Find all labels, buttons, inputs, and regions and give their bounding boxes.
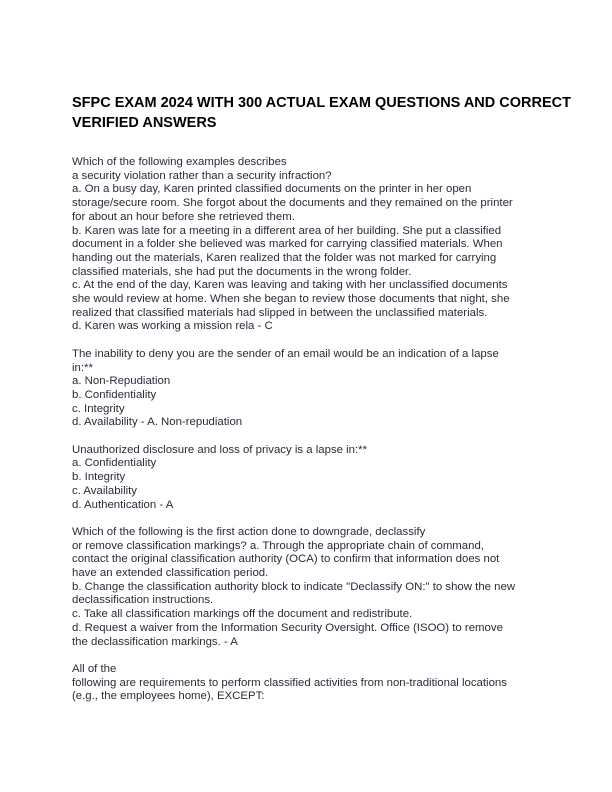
- question-4-line: b. Change the classification authority block to indicate "Declassify ON:" to show the new: [72, 580, 516, 593]
- question-block-4: [72, 526, 562, 649]
- question-2-answer: d. Availability - A. Non-repudiation: [72, 416, 243, 429]
- title-line-1: SFPC EXAM 2024 WITH 300 ACTUAL EXAM QUESTIONS AND CORRECT: [72, 95, 571, 111]
- document-body: [72, 156, 562, 704]
- question-1-line: handing out the materials, Karen realized that the folder was not marked for carrying: [72, 251, 497, 264]
- question-4-line: contact the original classification authority (OCA) to confirm that information does not: [72, 553, 500, 566]
- question-block-5: [72, 663, 562, 704]
- question-1-answer: d. Karen was working a mission rela - C: [72, 320, 273, 333]
- question-2-line: b. Confidentiality: [72, 388, 157, 401]
- question-1-line: b. Karen was late for a meeting in a different area of her building. She put a classified: [72, 224, 502, 237]
- question-3-line: Unauthorized disclosure and loss of privacy is a lapse in:**: [72, 443, 368, 456]
- question-1-line: c. At the end of the day, Karen was leaving and taking with her unclassified documents: [72, 279, 508, 292]
- question-block-3: [72, 444, 562, 513]
- question-5-line: (e.g., the employees home), EXCEPT:: [72, 690, 265, 703]
- question-block-1: [72, 156, 562, 334]
- question-4-line: declassification instructions.: [72, 594, 214, 607]
- question-1-line: for about an hour before she retrieved them.: [72, 210, 295, 223]
- question-block-2: [72, 348, 562, 430]
- document-title: [72, 93, 571, 133]
- question-1-line: realized that classified materials had slipped in between the unclassified materials.: [72, 306, 488, 319]
- question-3-line: c. Availability: [72, 484, 138, 497]
- question-4-answer: the declassification markings. - A: [72, 635, 238, 648]
- question-2-line: a. Non-Repudiation: [72, 375, 171, 388]
- question-2-line: in:**: [72, 361, 93, 374]
- question-1-line: a security violation rather than a security infraction?: [72, 169, 332, 182]
- question-4-line: c. Take all classification markings off the document and redistribute.: [72, 608, 413, 621]
- question-4-line: or remove classification markings? a. Through the appropriate chain of command,: [72, 539, 484, 552]
- question-5-line: All of the: [72, 662, 117, 675]
- question-3-line: a. Confidentiality: [72, 457, 157, 470]
- question-4-line: have an extended classification period.: [72, 567, 269, 580]
- question-4-line: Which of the following is the first action done to downgrade, declassify: [72, 525, 426, 538]
- question-3-line: b. Integrity: [72, 471, 126, 484]
- title-line-2: VERIFIED ANSWERS: [72, 115, 217, 131]
- question-1-line: Which of the following examples describes: [72, 156, 287, 168]
- question-3-answer: d. Authentication - A: [72, 498, 174, 511]
- question-5-line: following are requirements to perform classified activities from non-traditional locations: [72, 676, 507, 689]
- question-4-line: d. Request a waiver from the Information Security Oversight. Office (ISOO) to remove: [72, 621, 503, 634]
- question-2-line: c. Integrity: [72, 402, 125, 415]
- question-1-line: classified materials, she had put the documents in the wrong folder.: [72, 265, 412, 278]
- question-1-line: a. On a busy day, Karen printed classified documents on the printer in her open: [72, 183, 472, 196]
- question-1-line: she would review at home. When she began to review those documents that night, she: [72, 293, 510, 306]
- question-2-line: The inability to deny you are the sender of an email would be an indication of a lapse: [72, 347, 499, 360]
- question-1-line: storage/secure room. She forgot about the documents and they remained on the printer: [72, 197, 513, 210]
- question-1-line: document in a folder she believed was marked for carrying classified materials. When: [72, 238, 503, 251]
